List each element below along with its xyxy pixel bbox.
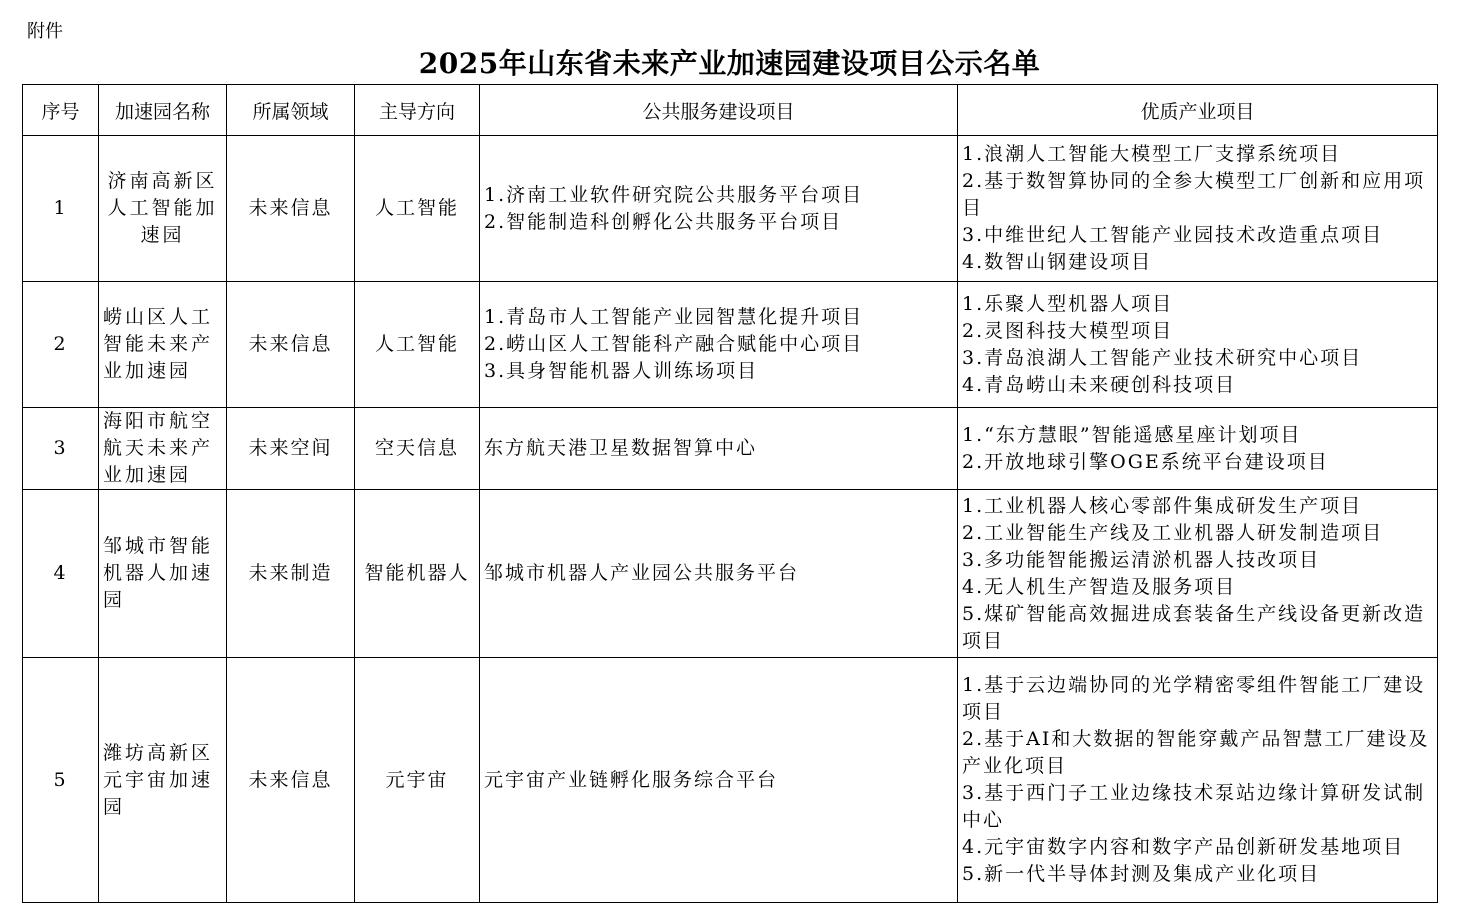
field: 未来信息 xyxy=(227,658,355,903)
row-no: 5 xyxy=(23,658,99,903)
header-name: 加速园名称 xyxy=(99,85,227,136)
list-item: 元宇宙产业链孵化服务综合平台 xyxy=(484,768,779,791)
public-projects xyxy=(480,136,958,282)
header-no: 序号 xyxy=(23,85,99,136)
list-item: 1.基于云边端协同的光学精密零组件智能工厂建设项目 xyxy=(962,674,1426,723)
field: 未来制造 xyxy=(227,490,355,658)
header-direction: 主导方向 xyxy=(355,85,480,136)
industry-projects xyxy=(958,282,1438,408)
list-item: 1.青岛市人工智能产业园智慧化提升项目 xyxy=(484,306,864,328)
row-no: 3 xyxy=(23,408,99,490)
list-item: 5.新一代半导体封测及集成产业化项目 xyxy=(962,863,1321,885)
industry-projects xyxy=(958,136,1438,282)
park-name: 海阳市航空航天未来产业加速园 xyxy=(99,408,227,490)
list-item: 4.元宇宙数字内容和数字产品创新研发基地项目 xyxy=(962,836,1405,858)
direction: 空天信息 xyxy=(355,408,480,490)
table-row xyxy=(23,408,1438,490)
list-item: 2.崂山区人工智能科产融合赋能中心项目 xyxy=(484,333,864,355)
field: 未来信息 xyxy=(227,136,355,282)
list-item: 5.煤矿智能高效掘进成套装备生产线设备更新改造项目 xyxy=(962,602,1426,652)
list-item: 4.青岛崂山未来硬创科技项目 xyxy=(962,373,1237,396)
list-item: 1.济南工业软件研究院公共服务平台项目 xyxy=(484,183,864,206)
row-no: 4 xyxy=(23,490,99,658)
row-no: 1 xyxy=(23,136,99,282)
table-header-row xyxy=(23,85,1438,136)
industry-projects xyxy=(958,490,1438,658)
list-item: 1.浪潮人工智能大模型工厂支撑系统项目 xyxy=(962,143,1342,165)
list-item: 1.乐聚人型机器人项目 xyxy=(962,292,1174,315)
table-row xyxy=(23,282,1438,408)
public-projects xyxy=(480,490,958,658)
direction: 元宇宙 xyxy=(355,658,480,903)
list-item: 2.灵图科技大模型项目 xyxy=(962,319,1174,342)
row-no: 2 xyxy=(23,282,99,408)
table-row xyxy=(23,658,1438,903)
park-name: 济南高新区人工智能加速园 xyxy=(99,136,227,282)
list-item: 2.开放地球引擎OGE系统平台建设项目 xyxy=(962,450,1329,473)
list-item: 1.工业机器人核心零部件集成研发生产项目 xyxy=(962,494,1363,517)
list-item: 4.数智山钢建设项目 xyxy=(962,251,1153,273)
list-item: 3.青岛浪湖人工智能产业技术研究中心项目 xyxy=(962,346,1363,369)
table-row xyxy=(23,136,1438,282)
list-item: 1.“东方慧眼”智能遥感星座计划项目 xyxy=(962,423,1302,446)
attachment-label: 附件 xyxy=(27,21,63,42)
header-industry-projects: 优质产业项目 xyxy=(958,85,1438,136)
park-name: 潍坊高新区元宇宙加速园 xyxy=(99,658,227,903)
page-title: 2025年山东省未来产业加速园建设项目公示名单 xyxy=(418,47,1041,80)
list-item: 东方航天港卫星数据智算中心 xyxy=(484,437,758,459)
industry-projects xyxy=(958,408,1438,490)
header-field: 所属领域 xyxy=(227,85,355,136)
direction: 人工智能 xyxy=(355,282,480,408)
list-item: 邹城市机器人产业园公共服务平台 xyxy=(484,562,800,584)
industry-projects xyxy=(958,658,1438,903)
public-projects xyxy=(480,658,958,903)
direction: 人工智能 xyxy=(355,136,480,282)
list-item: 2.基于AI和大数据的智能穿戴产品智慧工厂建设及产业化项目 xyxy=(962,728,1430,777)
list-item: 3.基于西门子工业边缘技术泵站边缘计算研发试制中心 xyxy=(962,782,1426,831)
list-item: 2.智能制造科创孵化公共服务平台项目 xyxy=(484,210,843,233)
project-table xyxy=(22,84,1438,903)
park-name: 邹城市智能机器人加速园 xyxy=(99,490,227,658)
list-item: 3.中维世纪人工智能产业园技术改造重点项目 xyxy=(962,224,1384,246)
list-item: 3.具身智能机器人训练场项目 xyxy=(484,360,759,382)
park-name: 崂山区人工智能未来产业加速园 xyxy=(99,282,227,408)
table-row xyxy=(23,490,1438,658)
field: 未来空间 xyxy=(227,408,355,490)
header-public-projects: 公共服务建设项目 xyxy=(480,85,958,136)
list-item: 3.多功能智能搬运清淤机器人技改项目 xyxy=(962,548,1321,571)
direction: 智能机器人 xyxy=(355,490,480,658)
public-projects xyxy=(480,282,958,408)
field: 未来信息 xyxy=(227,282,355,408)
list-item: 2.工业智能生产线及工业机器人研发制造项目 xyxy=(962,521,1384,544)
list-item: 4.无人机生产智造及服务项目 xyxy=(962,575,1237,598)
list-item: 2.基于数智算协同的全参大模型工厂创新和应用项目 xyxy=(962,170,1426,219)
public-projects xyxy=(480,408,958,490)
